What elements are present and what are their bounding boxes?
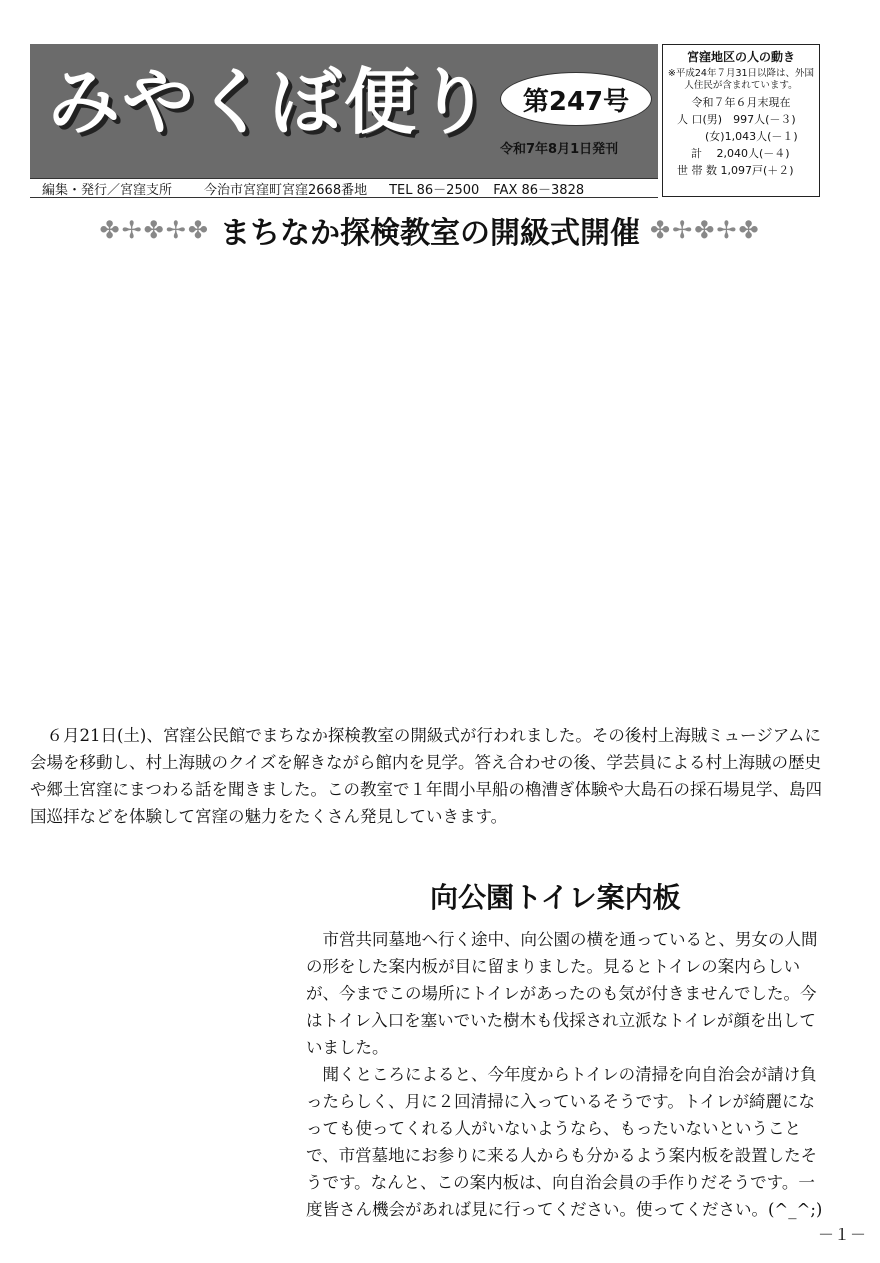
clover-decoration-left: ✤✢✤✢✤ bbox=[99, 216, 210, 244]
article2-heading: 向公園トイレ案内板 bbox=[430, 881, 681, 914]
population-title: 宮窪地区の人の動き bbox=[686, 50, 795, 64]
article-opening-ceremony bbox=[30, 722, 828, 830]
population-note: ※平成24年７月31日以降は、外国人住民が含まれています。 bbox=[667, 68, 815, 91]
page-number: －１－ bbox=[818, 1225, 867, 1244]
headline bbox=[40, 206, 820, 254]
article1-paragraph: ６月21日(土)、宮窪公民館でまちなか探検教室の開級式が行われました。その後村上海賊ミュージアムに会場を移動し、村上海賊のクイズを解きながら館内を見学。答え合わせの後、学芸員による村上海賊の歴史や郷土宮窪にまつわる話を聞きました。この教室で１年間小早船の櫓漕ぎ体験や大島石の採石場見学、島四国巡拝などを体験して宮窪の魅力をたくさん発見していきます。 bbox=[30, 726, 822, 826]
clover-decoration-right: ✤✢✤✢✤ bbox=[650, 216, 761, 244]
headline-text: まちなか探検教室の開級式開催 bbox=[220, 216, 640, 251]
issue-number: 第247号 bbox=[500, 72, 652, 126]
article-park-toilet-sign bbox=[306, 926, 828, 1223]
population-box bbox=[662, 44, 820, 197]
publisher: 編集・発行／宮窪支所 bbox=[42, 182, 173, 198]
address: 今治市宮窪町宮窪2668番地 bbox=[204, 182, 368, 198]
issue-date: 令和7年8月1日発刊 bbox=[500, 142, 619, 157]
article2-paragraph-1: 市営共同墓地へ行く途中、向公園の横を通っていると、男女の人間の形をした案内板が目に留まりました。見るとトイレの案内らしいが、今までこの場所にトイレがあったのも気が付きませんでした。今はトイレ入口を塞いでいた樹木も伐採され立派なトイレが顔を出していました。 bbox=[306, 930, 818, 1057]
population-row-total: 計 2,040人(－４) bbox=[691, 147, 790, 160]
population-row-male: 人 口(男) 997人(－３) bbox=[677, 113, 796, 126]
article2-paragraph-2: 聞くところによると、今年度からトイレの清掃を向自治会が請け負ったらしく、月に２回清掃に入っているそうです。トイレが綺麗になっても使ってくれる人がいないようなら、もったいないということで、市営墓地にお参りに来る人からも分かるよう案内板を設置したそうです。なんと、この案内板は、向自治会員の手作りだそうです。一度皆さん機会があれば見に行ってください。使ってください。(^_^;) bbox=[306, 1065, 823, 1219]
tel: TEL 86－2500 bbox=[389, 182, 480, 198]
newsletter-title: みやくぼ便り bbox=[48, 60, 493, 144]
population-row-households: 世 帯 数 1,097戸(＋２) bbox=[677, 164, 794, 177]
photo-area bbox=[30, 262, 820, 712]
publisher-line bbox=[30, 178, 658, 198]
population-as-of: 令和７年６月末現在 bbox=[691, 96, 791, 109]
fax: FAX 86－3828 bbox=[493, 182, 585, 198]
population-row-female: (女)1,043人(－１) bbox=[705, 130, 798, 143]
